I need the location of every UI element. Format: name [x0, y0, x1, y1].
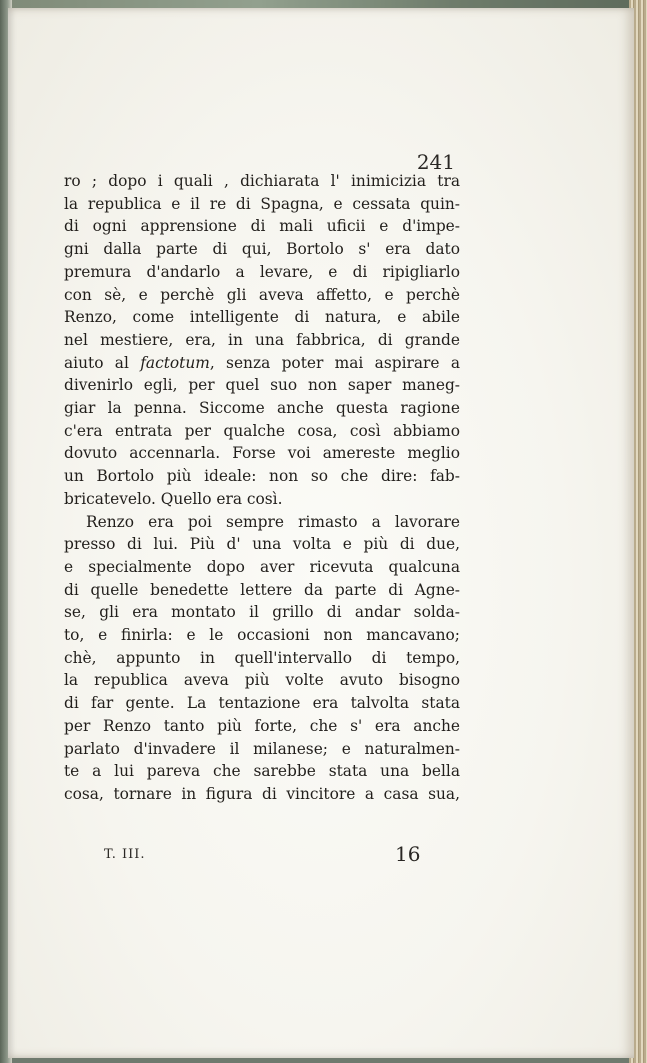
text-line: c'era entrata per qualche cosa, così abbiamo [64, 421, 460, 440]
text-line: to, e finirla: e le occasioni non mancavano; [64, 626, 460, 645]
text-line: dovuto accennarla. Forse voi amereste meglio [64, 444, 460, 463]
text-line: se, gli era montato il grillo di andar solda- [64, 603, 460, 622]
text-line: Renzo era poi sempre rimasto a lavorare [86, 512, 460, 531]
text-line: parlato d'invadere il milanese; e naturalmen- [64, 739, 460, 758]
text-line: giar la penna. Siccome anche questa ragione [64, 399, 460, 418]
page-number: 241 [416, 150, 455, 174]
text-line: di quelle benedette lettere da parte di Agne- [64, 580, 460, 599]
text-line: gni dalla parte di qui, Bortolo s' era dato [64, 240, 460, 259]
footer-volume-mark: T. III. [104, 847, 146, 862]
text-line: premura d'andarlo a levare, e di ripigliarlo [64, 262, 460, 281]
text-line: per Renzo tanto più forte, che s' era anche [64, 716, 460, 735]
text-line-factotum [64, 352, 460, 375]
text-line: bricatevelo. Quello era così. [64, 489, 283, 508]
text-line: con sè, e perchè gli aveva affetto, e perchè [64, 285, 460, 304]
text-line: te a lui pareva che sarebbe stata una bella [64, 762, 460, 781]
text-line: Renzo, come intelligente di natura, e abile [64, 308, 460, 327]
text-line: un Bortolo più ideale: non so che dire: fab- [64, 467, 460, 486]
factotum-italic: factotum [140, 353, 210, 372]
footer-signature-number: 16 [395, 842, 421, 866]
text-line: di far gente. La tentazione era talvolta stata [64, 694, 460, 713]
text-line: chè, appunto in quell'intervallo di tempo, [64, 648, 460, 667]
body-text [64, 170, 460, 806]
text-line: e specialmente dopo aver ricevuta qualcuna [64, 557, 460, 576]
text-line: la republica aveva più volte avuto bisogno [64, 671, 460, 690]
factotum-after: , senza poter mai aspirare a [209, 353, 461, 372]
factotum-before: aiuto al [64, 353, 141, 372]
text-line: di ogni apprensione di mali uficii e d'impe- [64, 217, 460, 236]
text-line: presso di lui. Più d' una volta e più di due, [64, 535, 460, 554]
text-line: divenirlo egli, per quel suo non saper maneg- [64, 376, 460, 395]
text-line: la republica e il re di Spagna, e cessata quin- [64, 194, 460, 213]
text-line: ro ; dopo i quali , dichiarata l' inimicizia tra [64, 172, 460, 190]
text-line: nel mestiere, era, in una fabbrica, di grande [64, 330, 460, 349]
text-line: cosa, tornare in figura di vincitore a casa sua, [64, 784, 460, 803]
